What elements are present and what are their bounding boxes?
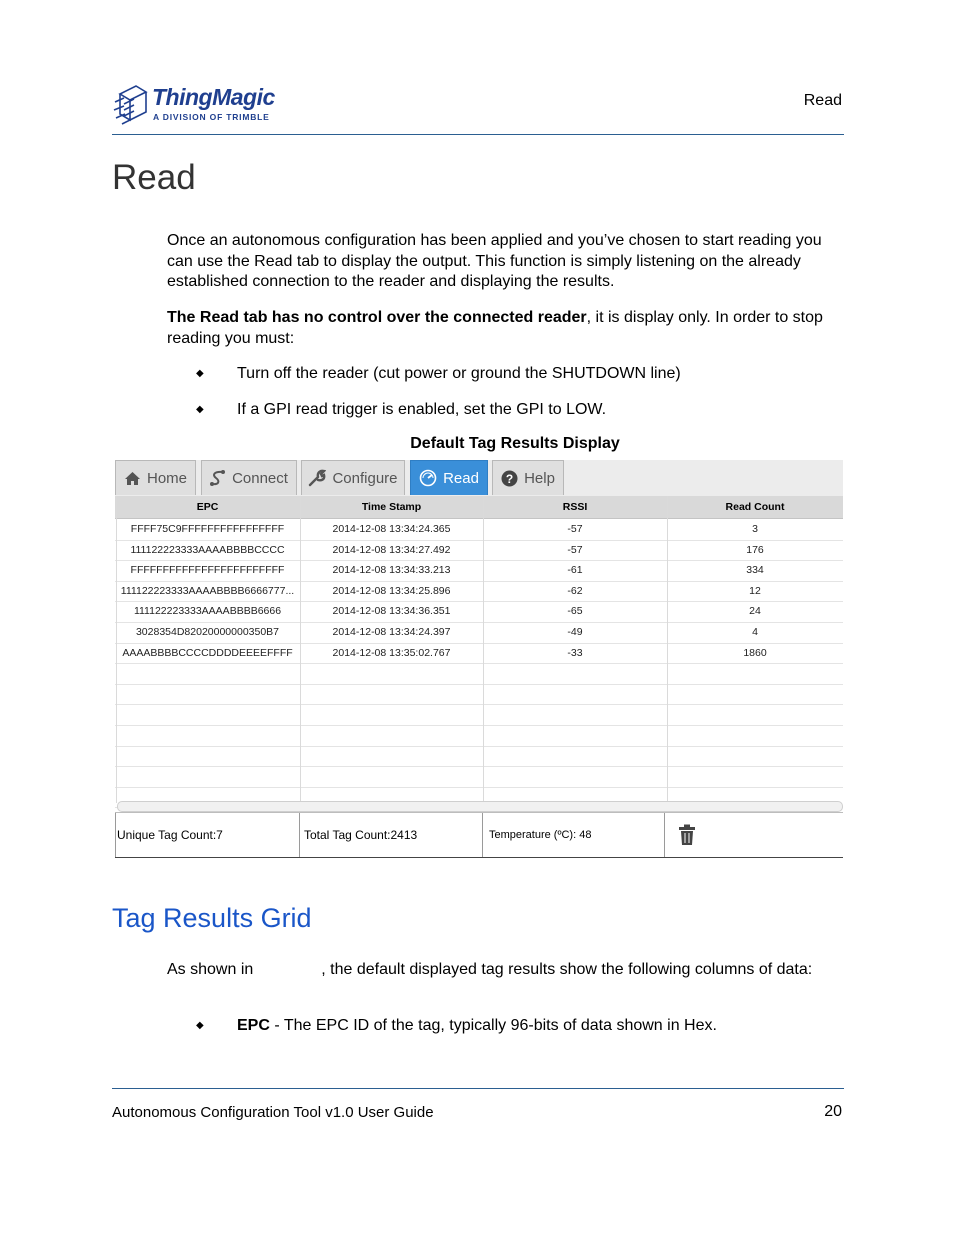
cell-read-count: 3 (752, 523, 758, 535)
table-row[interactable] (115, 560, 843, 582)
horizontal-scrollbar[interactable] (117, 801, 843, 812)
cell-read-count: 4 (752, 626, 758, 638)
cell-epc: AAAABBBBCCCCDDDDEEEEFFFF (122, 646, 293, 659)
cell-read-count: 334 (746, 564, 764, 577)
tab-home[interactable] (115, 460, 196, 495)
cell-rssi: -65 (567, 605, 583, 618)
para-start: As shown in (167, 961, 254, 978)
status-bar (115, 812, 843, 858)
empty-table-row (115, 746, 843, 768)
section-heading: Tag Results Grid (112, 903, 312, 933)
tab-configure[interactable] (301, 460, 405, 495)
figure-caption: Default Tag Results Display (410, 435, 620, 452)
page-title: Read (112, 158, 196, 197)
column-header-rssi[interactable]: RSSI (562, 501, 588, 513)
table-row[interactable] (115, 581, 843, 603)
cell-read-count: 176 (746, 543, 764, 556)
logo-mark-icon (112, 80, 152, 130)
column-divider (300, 496, 301, 803)
cell-epc: 111122223333AAAABBBB6666777... (120, 584, 295, 597)
column-header-read-count[interactable]: Read Count (725, 501, 785, 513)
cell-rssi: -61 (567, 564, 583, 577)
column-divider (667, 496, 668, 803)
svg-text:?: ? (505, 471, 514, 486)
cell-timestamp: 2014-12-08 13:34:36.351 (332, 605, 451, 618)
cell-rssi: -49 (567, 626, 583, 638)
empty-table-row (115, 725, 843, 747)
trash-icon[interactable] (678, 824, 696, 851)
header-rule (112, 134, 844, 135)
header-section-label: Read (803, 92, 842, 109)
tab-label: Read (443, 469, 479, 487)
cell-epc: 111122223333AAAABBBB6666 (133, 605, 282, 618)
tab-label: Connect (232, 469, 288, 487)
table-row[interactable] (115, 643, 843, 665)
tab-help[interactable] (492, 460, 564, 495)
column-header-epc[interactable]: EPC (196, 501, 219, 513)
wrench-icon (308, 469, 326, 487)
columns-paragraph (167, 960, 842, 981)
gauge-icon (419, 469, 437, 487)
status-divider (482, 813, 483, 857)
tab-label: Home (146, 469, 187, 487)
tab-label: Help (524, 469, 555, 487)
note-bold: The Read tab has no control over the connected reader (167, 309, 587, 326)
column-header-timestamp[interactable]: Time Stamp (361, 501, 422, 513)
empty-table-row (115, 704, 843, 726)
note-rest: , it is display only. In order to stop reading you must: (167, 309, 823, 347)
tab-read[interactable] (410, 460, 488, 495)
bullet-item (237, 1017, 717, 1035)
logo-subtitle: A DIVISION OF TRIMBLE (153, 112, 270, 122)
page-number: 20 (824, 1103, 842, 1120)
cell-rssi: -57 (567, 523, 583, 535)
tab-bar (115, 460, 843, 496)
cell-timestamp: 2014-12-08 13:34:33.213 (332, 564, 451, 577)
unique-tag-count: Unique Tag Count:7 (117, 828, 223, 842)
cell-epc: 3028354D82020000000350B7 (135, 626, 280, 638)
empty-table-row (115, 684, 843, 706)
column-divider (483, 496, 484, 803)
column-divider (116, 496, 117, 803)
total-tag-count: Total Tag Count:2413 (304, 828, 418, 842)
bullet-diamond-icon: ◆ (196, 404, 204, 415)
table-header (115, 496, 843, 519)
footer-rule (112, 1088, 844, 1089)
cell-rssi: -33 (567, 646, 583, 659)
cell-epc: 111122223333AAAABBBBCCCC (130, 543, 285, 556)
connect-icon (210, 469, 226, 487)
cell-timestamp: 2014-12-08 13:34:27.492 (332, 543, 451, 556)
cell-timestamp: 2014-12-08 13:35:02.767 (332, 646, 451, 659)
empty-table-row (115, 766, 843, 788)
cell-read-count: 24 (749, 605, 761, 618)
tag-results-screenshot (115, 460, 843, 858)
home-icon (124, 471, 141, 486)
empty-table-row (115, 663, 843, 685)
table-row[interactable] (115, 601, 843, 623)
status-divider (664, 813, 665, 857)
table-row[interactable] (115, 622, 843, 644)
bullet-item: Turn off the reader (cut power or ground the SHUTDOWN line) (237, 365, 681, 382)
cell-rssi: -62 (567, 584, 583, 597)
note-paragraph (167, 308, 842, 349)
status-divider (299, 813, 300, 857)
bullet-rest: - The EPC ID of the tag, typically 96-bits of data shown in Hex. (269, 1017, 717, 1034)
table-row[interactable] (115, 540, 843, 562)
logo-name: ThingMagic (152, 84, 275, 110)
cell-rssi: -57 (567, 543, 583, 556)
intro-paragraph: Once an autonomous configuration has been applied and you’ve chosen to start reading you can use the Read tab to display the output. This function is simply listening on the already established connection to the reader and displaying the results. (167, 232, 822, 290)
cell-timestamp: 2014-12-08 13:34:24.365 (332, 523, 451, 535)
bullet-diamond-icon: ◆ (196, 1020, 204, 1031)
tab-label: Configure (332, 469, 398, 487)
bullet-diamond-icon: ◆ (196, 368, 204, 379)
cell-epc: FFFF75C9FFFFFFFFFFFFFFFF (130, 523, 285, 535)
temperature: Temperature (ºC): 48 (489, 829, 592, 841)
cell-read-count: 1860 (743, 646, 767, 659)
cell-timestamp: 2014-12-08 13:34:25.896 (332, 584, 451, 597)
cell-epc: FFFFFFFFFFFFFFFFFFFFFFFF (130, 564, 285, 577)
para-end: , the default displayed tag results show the following columns of data: (321, 961, 813, 978)
table-row[interactable] (115, 519, 843, 541)
tab-connect[interactable] (201, 460, 297, 495)
help-icon (501, 470, 518, 487)
cell-read-count: 12 (749, 584, 761, 597)
footer-title: Autonomous Configuration Tool v1.0 User Guide (112, 1104, 434, 1121)
bullet-bold: EPC (237, 1017, 270, 1034)
bullet-item: If a GPI read trigger is enabled, set the GPI to LOW. (237, 401, 607, 418)
cell-timestamp: 2014-12-08 13:34:24.397 (332, 626, 451, 638)
